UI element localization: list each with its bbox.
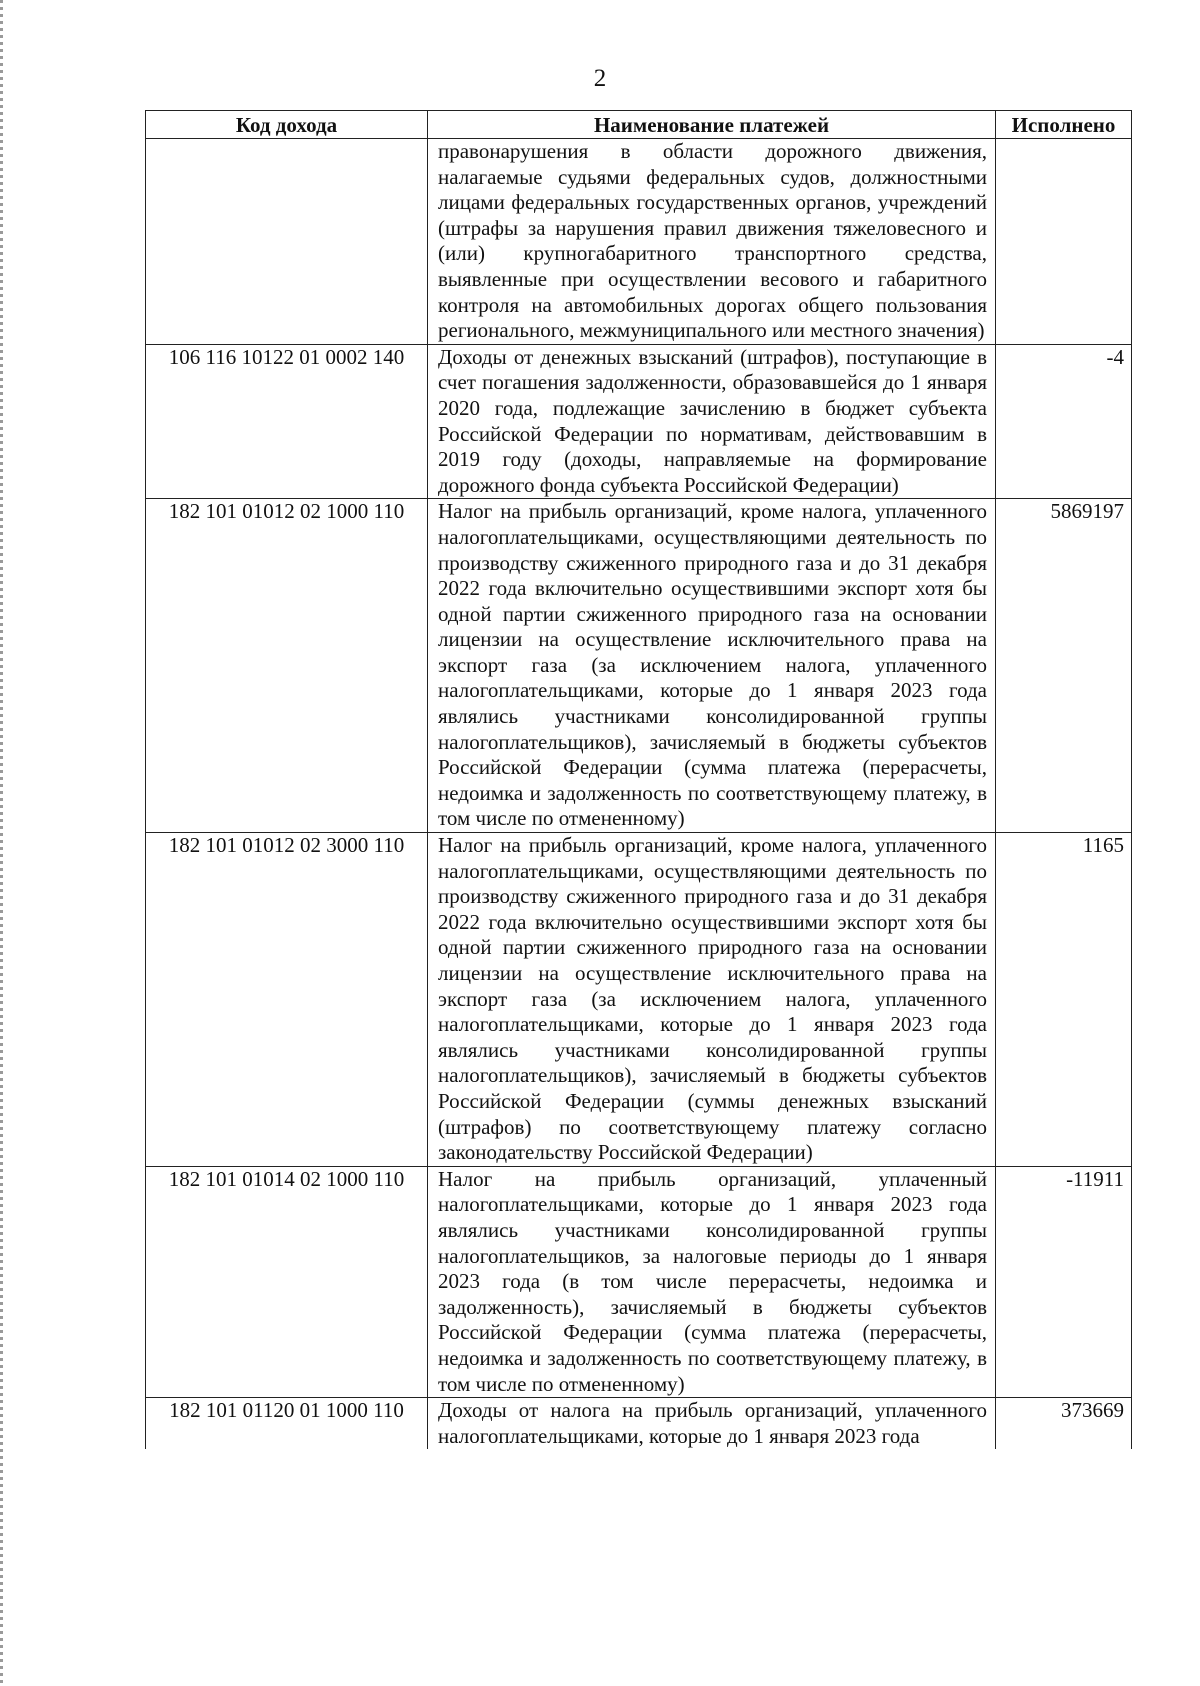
header-name: Наименование платежей (428, 111, 996, 139)
income-code (146, 139, 428, 345)
table-row (146, 499, 1132, 833)
income-code: 182 101 01012 02 1000 110 (146, 499, 428, 833)
payment-name: Доходы от налога на прибыль организаций, уплаченного налогоплательщиками, которые до 1 января 2023 года (428, 1398, 996, 1450)
table-row (146, 139, 1132, 345)
income-code: 182 101 01120 01 1000 110 (146, 1398, 428, 1450)
executed-amount: 373669 (996, 1398, 1132, 1450)
table-row (146, 344, 1132, 499)
income-code: 182 101 01014 02 1000 110 (146, 1166, 428, 1397)
executed-amount: -11911 (996, 1166, 1132, 1397)
income-table (145, 110, 1132, 1449)
executed-amount: 5869197 (996, 499, 1132, 833)
executed-amount: 1165 (996, 833, 1132, 1167)
income-code: 182 101 01012 02 3000 110 (146, 833, 428, 1167)
income-code: 106 116 10122 01 0002 140 (146, 344, 428, 499)
page-number: 2 (593, 65, 607, 92)
table-header-row (146, 111, 1132, 139)
payment-name: правонарушения в области дорожного движения, налагаемые судьями федеральных судов, должностными лицами федеральных государственных органов, учреждений (штрафы за нарушения правил движения тяжеловесного и (или) крупногабаритного транспортного средства, выявленные при осуществлении весового и габаритного контроля на автомобильных дорогах общего пользования регионального, межмуниципального или местного значения) (428, 139, 996, 345)
executed-amount (996, 139, 1132, 345)
header-code: Код дохода (146, 111, 428, 139)
table-row (146, 1166, 1132, 1397)
scan-edge (0, 0, 3, 1686)
payment-name: Налог на прибыль организаций, уплаченный налогоплательщиками, которые до 1 января 2023 года являлись участниками консолидированной группы налогоплательщиков, за налоговые периоды до 1 января 2023 года (в том числе перерасчеты, недоимка и задолженность), зачисляемый в бюджеты субъектов Российской Федерации (сумма платежа (перерасчеты, недоимка и задолженность по соответствующему платежу, в том числе по отмененному) (428, 1166, 996, 1397)
table-row (146, 833, 1132, 1167)
header-amount: Исполнено (996, 111, 1132, 139)
payment-name: Налог на прибыль организаций, кроме налога, уплаченного налогоплательщиками, осуществляющими деятельность по производству сжиженного природного газа и до 31 декабря 2022 года включительно осуществившими экспорт хотя бы одной партии сжиженного природного газа на основании лицензии на осуществление исключительного права на экспорт газа (за исключением налога, уплаченного налогоплательщиками, которые до 1 января 2023 года являлись участниками консолидированной группы налогоплательщиков), зачисляемый в бюджеты субъектов Российской Федерации (суммы денежных взысканий (штрафов) по соответствующему платежу согласно законодательству Российской Федерации) (428, 833, 996, 1167)
payment-name: Налог на прибыль организаций, кроме налога, уплаченного налогоплательщиками, осуществляющими деятельность по производству сжиженного природного газа и до 31 декабря 2022 года включительно осуществившими экспорт хотя бы одной партии сжиженного природного газа на основании лицензии на осуществление исключительного права на экспорт газа (за исключением налога, уплаченного налогоплательщиками, которые до 1 января 2023 года являлись участниками консолидированной группы налогоплательщиков), зачисляемый в бюджеты субъектов Российской Федерации (сумма платежа (перерасчеты, недоимка и задолженность по соответствующему платежу, в том числе по отмененному) (428, 499, 996, 833)
payment-name: Доходы от денежных взысканий (штрафов), поступающие в счет погашения задолженности, образовавшейся до 1 января 2020 года, подлежащие зачислению в бюджет субъекта Российской Федерации по нормативам, действовавшим в 2019 году (доходы, направляемые на формирование дорожного фонда субъекта Российской Федерации) (428, 344, 996, 499)
table-row (146, 1398, 1132, 1450)
executed-amount: -4 (996, 344, 1132, 499)
